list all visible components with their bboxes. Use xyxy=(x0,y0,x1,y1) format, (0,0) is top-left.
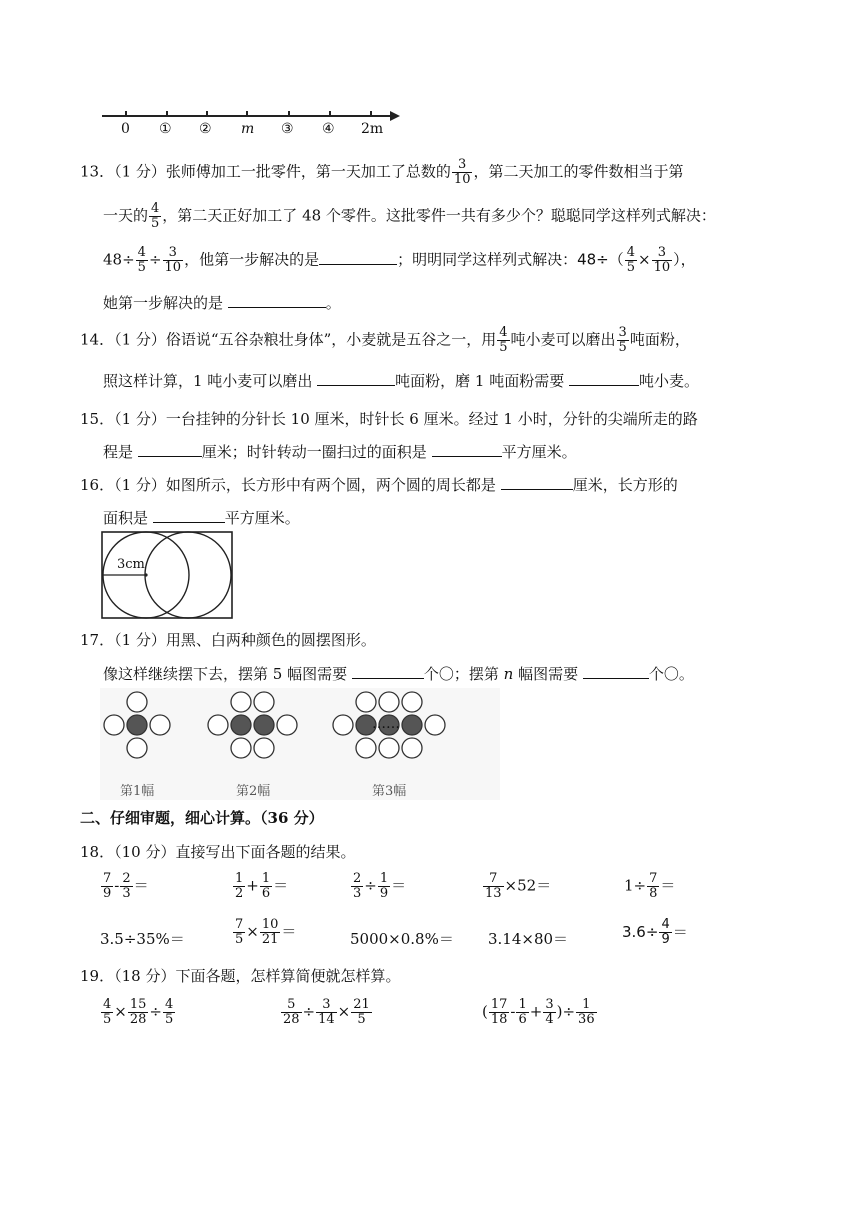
figure-caption: 第3幅 xyxy=(372,784,407,799)
answer-blank[interactable] xyxy=(432,440,502,457)
question-score: （1 分） xyxy=(114,410,166,428)
question-17-line-2 xyxy=(103,662,694,684)
question-text: 厘米，长方形的 xyxy=(572,476,678,494)
number-line-label: 0 xyxy=(121,121,130,137)
answer-blank[interactable] xyxy=(352,662,424,679)
question-text: 面积是 xyxy=(103,509,149,527)
question-13-line-2 xyxy=(103,202,716,231)
fraction: $\frac{3}{10}$ xyxy=(453,157,471,187)
question-text: 程是 xyxy=(103,443,134,461)
question-text: 平方厘米。 xyxy=(501,443,577,461)
question-score: （1 分） xyxy=(114,631,166,649)
number-line-label: ② xyxy=(199,121,212,137)
question-score: （1 分） xyxy=(114,330,166,349)
calc-item: 3.14×80＝ xyxy=(488,930,569,948)
calc-item: 1÷ $\frac{7}{8}$ ＝ xyxy=(624,871,676,901)
question-score: （10 分） xyxy=(114,843,176,861)
calc-item: 3.6÷ $\frac{4}{9}$ ＝ xyxy=(622,917,688,947)
question-text: 一天的 xyxy=(103,206,149,225)
rectangle-circles-figure xyxy=(100,530,234,620)
question-text: 吨面粉， xyxy=(629,330,690,349)
answer-blank[interactable] xyxy=(228,291,326,308)
question-text: ，第二天正好加工了 48 个零件。这批零件一共有多少个？聪聪同学这样列式解决： xyxy=(162,206,716,225)
answer-blank[interactable] xyxy=(138,440,202,457)
circle-pattern-figure xyxy=(100,688,500,800)
question-text: 吨小麦。 xyxy=(638,372,699,390)
calc-item: 5000×0.8%＝ xyxy=(350,930,454,948)
answer-blank[interactable] xyxy=(317,369,395,386)
question-text: 个〇；摆第 xyxy=(423,665,499,683)
section-heading: 二、仔细审题，细心计算。（36 分） xyxy=(80,809,324,827)
question-text: 张师傅加工一批零件，第一天加工了总数的 xyxy=(165,162,451,181)
question-number: 19． xyxy=(80,967,115,985)
question-text: 。 xyxy=(325,294,341,312)
fraction: $\frac{3}{10}$ xyxy=(653,245,671,275)
question-number: 14． xyxy=(80,330,115,349)
answer-blank[interactable] xyxy=(319,248,397,265)
answer-blank[interactable] xyxy=(583,662,649,679)
question-15-line-1 xyxy=(80,409,698,429)
answer-blank[interactable] xyxy=(569,369,639,386)
fraction: $\frac{4}{5}$ xyxy=(626,245,636,275)
calc-item: ( $\frac{17}{18}$ - $\frac{1}{6}$ + $\frac{3}{4}$ )÷ $\frac{1}{36}$ xyxy=(482,997,595,1027)
radius-label: 3cm xyxy=(117,557,145,572)
fraction: $\frac{4}{5}$ xyxy=(137,245,146,275)
fraction: $\frac{3}{10}$ xyxy=(164,245,182,275)
question-text: 俗语说“五谷杂粮壮身体”，小麦就是五谷之一，用 xyxy=(165,330,497,349)
question-text: 用黑、白两种颜色的圆摆图形。 xyxy=(165,631,376,649)
question-text: 吨面粉，磨 1 吨面粉需要 xyxy=(395,372,565,390)
calc-item: 3.5÷35%＝ xyxy=(100,930,185,948)
question-text: 直接写出下面各题的结果。 xyxy=(175,843,356,861)
question-14-line-1 xyxy=(80,326,690,355)
answer-blank[interactable] xyxy=(153,506,225,523)
question-text: 厘米；时针转动一圈扫过的面积是 xyxy=(201,443,427,461)
question-text: 照这样计算，1 吨小麦可以磨出 xyxy=(103,372,313,390)
question-14-line-2 xyxy=(103,369,699,391)
continuation-dots: …… xyxy=(372,716,400,732)
number-line-label: 2m xyxy=(361,121,384,137)
calc-item: $\frac{7}{13}$ ×52＝ xyxy=(485,871,552,901)
question-text: ；明明同学这样列式解决： xyxy=(397,250,578,269)
question-text: 吨小麦可以磨出 xyxy=(510,330,616,349)
number-line-label: ④ xyxy=(322,121,335,137)
question-13-line-1 xyxy=(80,158,683,187)
calc-item: $\frac{2}{3}$ ÷ $\frac{1}{9}$ ＝ xyxy=(353,871,407,901)
question-13-line-3 xyxy=(103,246,696,275)
expression: 48÷（ xyxy=(577,250,624,269)
question-18-line-1 xyxy=(80,842,355,862)
number-line-label: ③ xyxy=(281,121,294,137)
question-text: ，第二天加工的零件数相当于第 xyxy=(473,162,684,181)
fraction: $\frac{4}{5}$ xyxy=(499,325,508,355)
question-text: ，他第一步解决的是 xyxy=(184,250,320,269)
question-number: 17． xyxy=(80,631,115,649)
expression: 48÷ xyxy=(103,250,135,269)
calc-item: $\frac{1}{2}$ + $\frac{1}{6}$ ＝ xyxy=(235,871,289,901)
question-16-line-2 xyxy=(103,506,300,528)
calc-item: $\frac{7}{9}$ - $\frac{2}{3}$ ＝ xyxy=(103,871,149,901)
question-text: 像这样继续摆下去，摆第 5 幅图需要 xyxy=(103,665,348,683)
question-text: 她第一步解决的是 xyxy=(103,294,224,312)
fraction: $\frac{3}{5}$ xyxy=(618,325,627,355)
question-text: 如图所示，长方形中有两个圆，两个圆的周长都是 xyxy=(165,476,496,494)
question-number: 18． xyxy=(80,843,115,861)
question-score: （1 分） xyxy=(114,476,166,494)
question-number: 13． xyxy=(80,162,115,181)
expression: ）， xyxy=(673,250,696,269)
expression: × xyxy=(638,250,651,269)
question-score: （18 分） xyxy=(114,967,176,985)
fraction: $\frac{4}{5}$ xyxy=(151,201,160,231)
question-text: 下面各题，怎样算简便就怎样算。 xyxy=(175,967,401,985)
question-17-line-1 xyxy=(80,630,376,650)
variable-n: n xyxy=(503,665,514,683)
expression: ÷ xyxy=(148,250,162,269)
question-score: （1 分） xyxy=(114,162,166,181)
calc-item: $\frac{5}{28}$ ÷ $\frac{3}{14}$ × $\frac{21}{5}$ xyxy=(283,997,370,1027)
question-15-line-2 xyxy=(103,440,577,462)
number-line-label: ① xyxy=(159,121,172,137)
figure-caption: 第2幅 xyxy=(236,784,271,799)
number-line-label: m xyxy=(241,121,255,137)
figure-caption: 第1幅 xyxy=(120,784,155,799)
question-text: 个〇。 xyxy=(648,665,694,683)
question-number: 15． xyxy=(80,410,115,428)
calc-item: $\frac{7}{5}$ × $\frac{10}{21}$ ＝ xyxy=(235,917,297,947)
question-16-line-1 xyxy=(80,473,678,495)
question-19-line-1 xyxy=(80,966,400,986)
question-text: 一台挂钟的分针长 10 厘米，时针长 6 厘米。经过 1 小时，分针的尖端所走的路 xyxy=(165,410,698,428)
calc-item: $\frac{4}{5}$ × $\frac{15}{28}$ ÷ $\frac{4}{5}$ xyxy=(103,997,174,1027)
question-13-line-4 xyxy=(103,291,341,313)
question-text: 平方厘米。 xyxy=(224,509,300,527)
question-text: 幅图需要 xyxy=(518,665,579,683)
answer-blank[interactable] xyxy=(501,473,573,490)
question-number: 16． xyxy=(80,476,115,494)
